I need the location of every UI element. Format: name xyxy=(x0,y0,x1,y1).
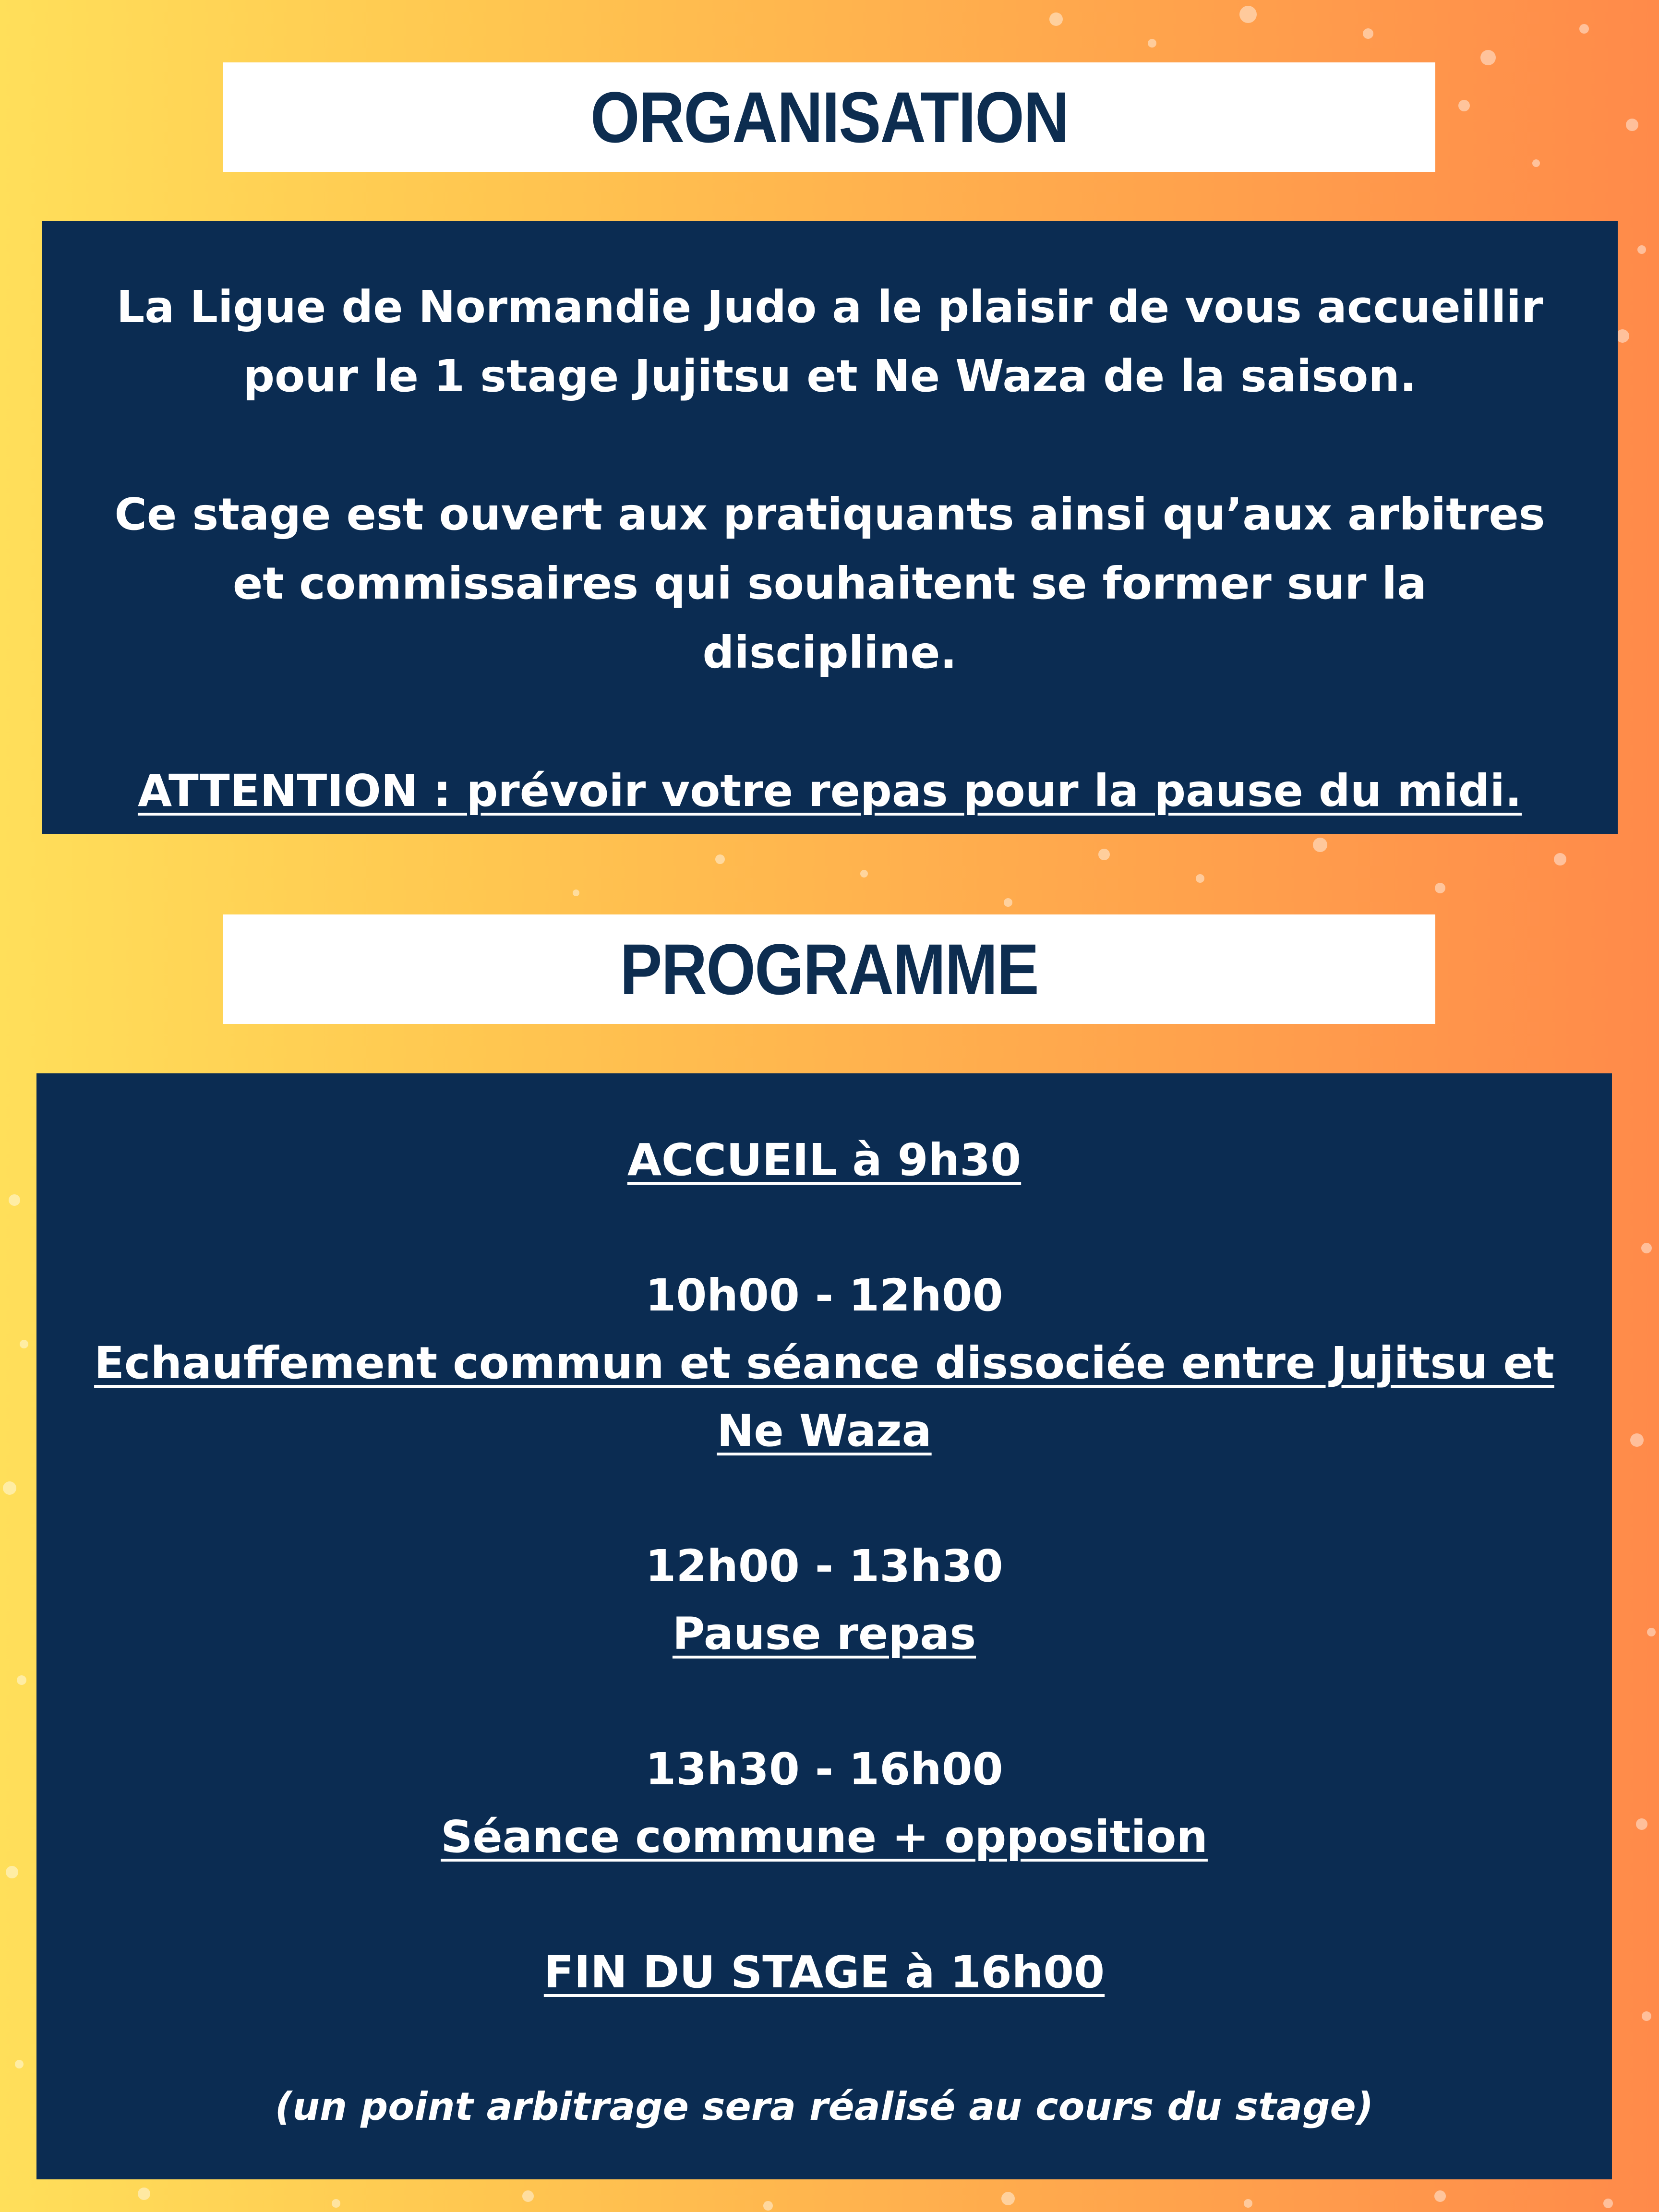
session-3-time: 13h30 - 16h00 xyxy=(645,1743,1003,1795)
session-1-activity: Echauffement commun et séance dissociée entre Jujitsu et Ne Waza xyxy=(94,1337,1554,1456)
session-1-time: 10h00 - 12h00 xyxy=(645,1270,1003,1321)
session-2-time: 12h00 - 13h30 xyxy=(645,1540,1003,1592)
fin-du-stage: FIN DU STAGE à 16h00 xyxy=(543,1947,1105,1998)
organisation-title: ORGANISATION xyxy=(590,77,1069,157)
organisation-paragraph-2: Ce stage est ouvert aux pratiquants ainsi qu’aux arbitres et commissaires qui souhaitent se former sur la discipline. xyxy=(114,489,1545,678)
programme-header xyxy=(223,914,1435,1024)
attention-line-wrap xyxy=(95,757,1565,826)
organisation-content xyxy=(42,221,1618,834)
arbitrage-note: (un point arbitrage sera réalisé au cours du stage) xyxy=(275,2084,1374,2129)
session-3-activity: Séance commune + opposition xyxy=(441,1811,1208,1863)
accueil-time: ACCUEIL à 9h30 xyxy=(627,1134,1022,1186)
organisation-header xyxy=(223,62,1435,172)
organisation-paragraph-1: La Ligue de Normandie Judo a le plaisir de vous accueillir pour le 1 stage Jujitsu et Ne Waza de la saison. xyxy=(116,281,1543,402)
attention-notice: ATTENTION : prévoir votre repas pour la pause du midi. xyxy=(137,765,1522,817)
programme-panel xyxy=(36,1073,1612,2179)
programme-title: PROGRAMME xyxy=(620,929,1039,1010)
session-2-activity: Pause repas xyxy=(672,1608,976,1659)
